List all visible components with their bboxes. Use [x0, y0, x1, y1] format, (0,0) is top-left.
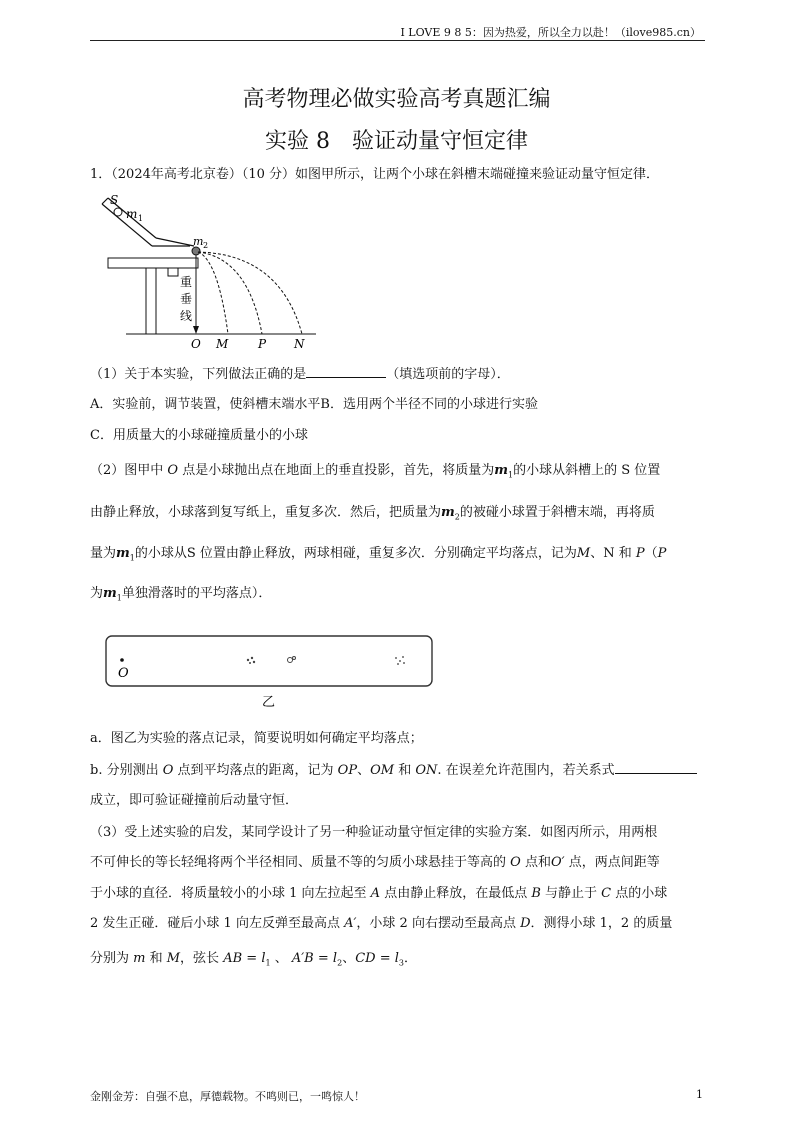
- footer-motto: 金刚金芳：自强不息，厚德载物。不鸣则已，一鸣惊人！: [90, 1090, 365, 1103]
- page-number: 1: [696, 1088, 703, 1101]
- label-O-yi: O: [118, 666, 129, 681]
- sub-title: 实验 8 验证动量守恒定律: [265, 129, 528, 154]
- trajectory-M: [198, 252, 228, 334]
- carbon-paper-strip: [106, 636, 432, 686]
- part2-line3: 量为$m_1$的小球从S 位置由静止释放，两球相碰，重复多次．分别确定平均落点，记为M、N 和 P（P: [90, 546, 667, 563]
- part2-line2: 由静止释放，小球落到复写纸上，重复多次．然后，把质量为$m_2$的被碰小球置于斜槽末端，再将质: [90, 505, 655, 522]
- header-rule: [90, 40, 705, 41]
- ball-m1: [114, 208, 122, 216]
- label-m1-sub: 1: [138, 214, 144, 223]
- trajectory-P: [198, 252, 262, 334]
- label-P: P: [258, 337, 267, 351]
- part1-text-after: （填选项前的字母）．: [386, 367, 510, 382]
- part3-line5: 分别为 m 和 M，弦长 AB = $l_1$ 、 $A'B = l_2$、CD = $l_3$．: [90, 951, 418, 968]
- label-O: O: [191, 337, 201, 351]
- part2-a: a．图乙为实验的落点记录，简要说明如何确定平均落点；: [90, 731, 423, 746]
- ball-m2: [192, 247, 200, 255]
- label-M: M: [216, 337, 229, 351]
- option-a: A．实验前，调节装置，使斜槽末端水平: [90, 397, 321, 412]
- part2-b-line1: b. 分别测出 O 点到平均落点的距离，记为 OP、OM 和 ON. 在误差允许范围内，若关系式: [90, 760, 708, 781]
- caption-yi: 乙: [262, 695, 276, 710]
- main-title: 高考物理必做实验高考真题汇编: [242, 87, 551, 112]
- part2-b-answer-blank[interactable]: [615, 760, 697, 774]
- part1-text: （1）关于本实验，下列做法正确的是: [90, 367, 307, 382]
- part3-line4: 2 发生正碰．碰后小球 1 向左反弹至最高点 A′，小球 2 向右摆动至最高点 D．测得小球 1，2 的质量: [90, 916, 673, 931]
- figure-jia-diagram: [90, 188, 320, 353]
- part3-line3: 于小球的直径．将质量较小的小球 1 向左拉起至 A 点由静止释放，在最低点 B 与静止于 C 点的小球: [90, 886, 668, 901]
- label-N: N: [294, 337, 305, 351]
- option-b: B．选用两个半径不同的小球进行实验: [320, 397, 538, 412]
- label-m1: m: [126, 207, 138, 221]
- part2-line1: （2）图甲中 O 点是小球抛出点在地面上的垂直投影，首先，将质量为$m_1$的小球从斜槽上的 S 位置: [90, 463, 661, 480]
- part3-line2: 不可伸长的等长轻绳将两个半径相同、质量不等的匀质小球悬挂于等高的 O 点和O′ 点，两点间距等: [90, 855, 660, 870]
- option-c: C．用质量大的小球碰撞质量小的小球: [90, 428, 308, 443]
- part2-b-line2: 成立，即可验证碰撞前后动量守恒．: [90, 793, 299, 808]
- label-xian: 线: [180, 309, 193, 323]
- point-O: [120, 658, 124, 662]
- page-header: I LOVE 9 8 5：因为热爱，所以全力以赴！（ilove985.cn）: [400, 26, 701, 39]
- label-S: S: [110, 193, 119, 207]
- part3-line1: （3）受上述实验的启发，某同学设计了另一种验证动量守恒定律的实验方案．如图丙所示，用两根: [90, 825, 658, 840]
- trajectory-N: [198, 252, 302, 334]
- label-m2-sub: 2: [203, 241, 209, 250]
- part1-answer-blank[interactable]: [306, 364, 386, 378]
- part2-line4: 为$m_1$单独滑落时的平均落点）．: [90, 586, 272, 603]
- part1-line: [90, 364, 708, 385]
- table-top: [108, 258, 198, 268]
- options-ab: [90, 395, 708, 415]
- label-m2: m: [193, 235, 204, 248]
- label-zhong: 重: [180, 275, 193, 289]
- question-intro: 1．（2024年高考北京卷）（10 分）如图甲所示，让两个小球在斜槽末端碰撞来验证动量守恒定律．: [90, 167, 660, 182]
- label-chui: 垂: [180, 292, 193, 306]
- figure-yi-diagram: [100, 630, 440, 710]
